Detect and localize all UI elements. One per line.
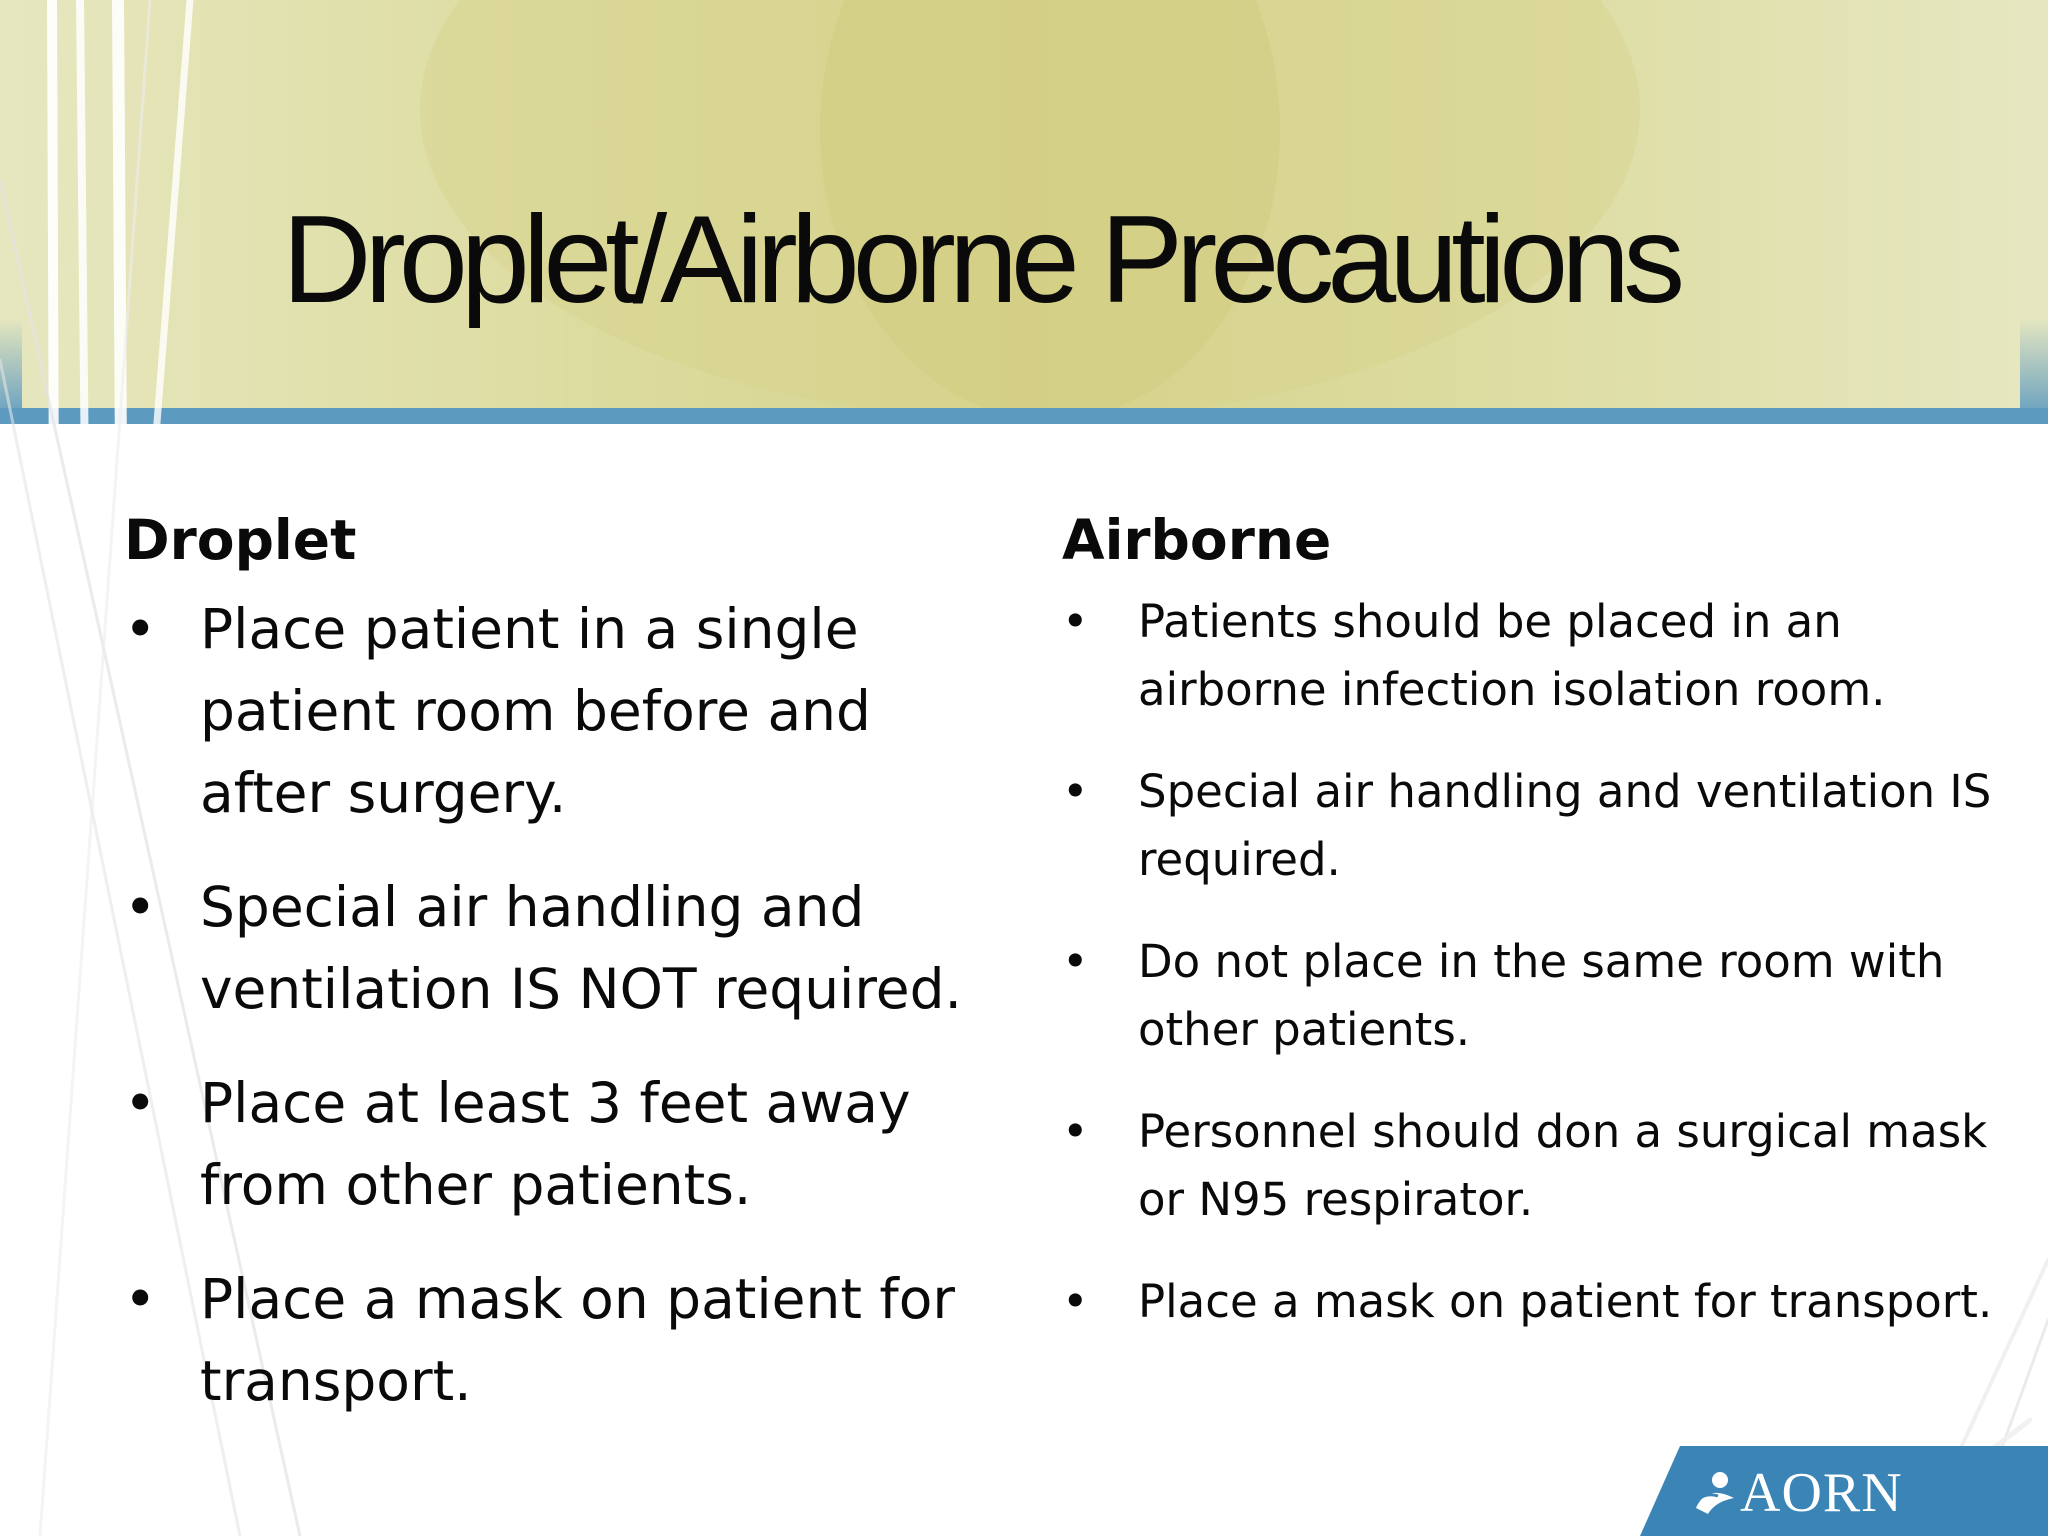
bullet-text: Place a mask on patient for transport. — [1138, 1275, 1993, 1328]
slide-title: Droplet/Airborne Precautions — [282, 191, 1679, 329]
logo-text: AORN — [1740, 1462, 1903, 1524]
airborne-bullet-item — [1062, 758, 2002, 894]
bullet-dot-icon: • — [1062, 595, 1089, 648]
aorn-figure-icon — [1690, 1468, 1740, 1518]
bullet-text: Special air handling and ventilation IS NOT required. — [200, 875, 962, 1021]
bullet-dot-icon: • — [124, 1071, 157, 1135]
droplet-bullet-item — [124, 866, 984, 1030]
aorn-logo — [1640, 1446, 2048, 1536]
bullet-dot-icon: • — [124, 597, 157, 661]
bullet-dot-icon: • — [124, 1267, 157, 1331]
header-rule-right-end — [2020, 318, 2048, 424]
bullet-text: Do not place in the same room with other patients. — [1138, 935, 1945, 1056]
bullet-dot-icon: • — [124, 875, 157, 939]
bullet-text: Special air handling and ventilation IS required. — [1138, 765, 1992, 886]
bullet-dot-icon: • — [1062, 1105, 1089, 1158]
airborne-bullet-item — [1062, 1268, 2002, 1336]
droplet-bullet-list — [124, 588, 984, 1422]
airborne-bullet-list — [1062, 588, 2002, 1336]
bullet-text: Place patient in a single patient room before and after surgery. — [200, 597, 871, 825]
airborne-bullet-item — [1062, 588, 2002, 724]
bullet-dot-icon: • — [1062, 935, 1089, 988]
airborne-bullet-item — [1062, 1098, 2002, 1234]
bullet-text: Place a mask on patient for transport. — [200, 1267, 955, 1413]
bullet-text: Patients should be placed in an airborne infection isolation room. — [1138, 595, 1886, 716]
droplet-bullet-item — [124, 588, 984, 834]
header-rule-left-end — [0, 318, 22, 424]
droplet-bullet-item — [124, 1062, 984, 1226]
airborne-heading: Airborne — [1062, 508, 1332, 572]
droplet-column — [124, 500, 984, 1454]
bullet-text: Place at least 3 feet away from other patients. — [200, 1071, 911, 1217]
droplet-bullet-item — [124, 1258, 984, 1422]
bullet-dot-icon: • — [1062, 1275, 1089, 1328]
bullet-dot-icon: • — [1062, 765, 1089, 818]
airborne-bullet-item — [1062, 928, 2002, 1064]
header-accent-rule — [0, 408, 2048, 424]
airborne-column — [1062, 500, 2002, 1370]
droplet-heading: Droplet — [124, 508, 357, 572]
bullet-text: Personnel should don a surgical mask or N95 respirator. — [1138, 1105, 1988, 1226]
